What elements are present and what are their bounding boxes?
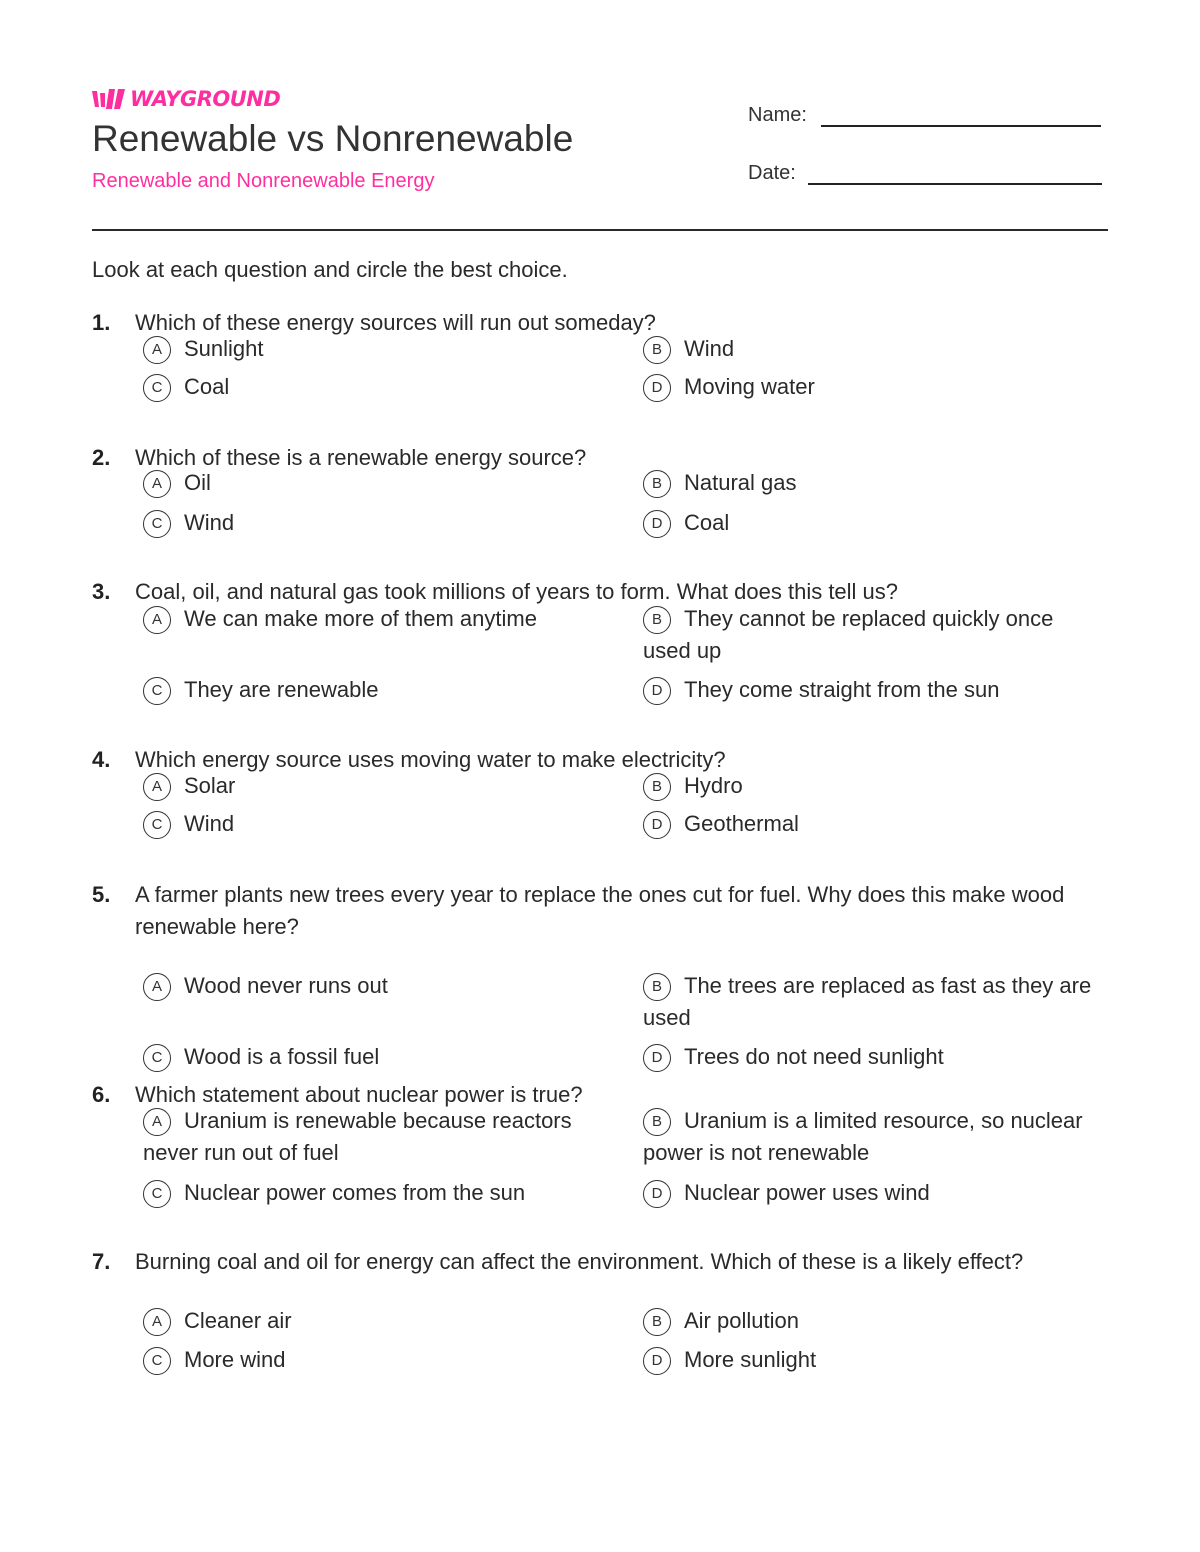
- date-field: [748, 162, 1102, 185]
- question-3: [92, 576, 1108, 702]
- question-number: 1.: [92, 310, 111, 335]
- date-line[interactable]: [808, 183, 1102, 185]
- option-d[interactable]: [643, 371, 1103, 403]
- option-letter-bubble[interactable]: C: [143, 1180, 171, 1208]
- option-letter-bubble[interactable]: D: [643, 374, 671, 402]
- question-number: 4.: [92, 747, 111, 772]
- question-text: A farmer plants new trees every year to replace the ones cut for fuel. Why does this make wood renewable here?: [135, 882, 1065, 939]
- question-text: Which energy source uses moving water to make electricity?: [135, 747, 726, 772]
- option-text: Uranium is a limited resource, so nuclear power is not renewable: [643, 1108, 1083, 1165]
- header-divider: [92, 229, 1108, 231]
- option-letter-bubble[interactable]: D: [643, 677, 671, 705]
- option-text: Geothermal: [684, 811, 799, 836]
- option-letter-bubble[interactable]: B: [643, 1108, 671, 1136]
- option-letter-bubble[interactable]: D: [643, 1347, 671, 1375]
- option-c[interactable]: [143, 507, 603, 539]
- option-letter-bubble[interactable]: D: [643, 1180, 671, 1208]
- option-text: Moving water: [684, 374, 815, 399]
- option-text: Hydro: [684, 773, 743, 798]
- question-text: Which of these is a renewable energy source?: [135, 445, 587, 470]
- option-text: Coal: [184, 374, 230, 399]
- worksheet-subtitle: Renewable and Nonrenewable Energy: [92, 170, 435, 192]
- option-text: They come straight from the sun: [684, 677, 1000, 702]
- brand-name: WAYGROUND: [130, 87, 281, 111]
- option-letter-bubble[interactable]: D: [643, 1044, 671, 1072]
- question-1: [92, 307, 1108, 399]
- question-4: [92, 744, 1108, 836]
- option-text: Wind: [684, 336, 735, 361]
- option-d[interactable]: [643, 674, 1103, 706]
- question-number: 6.: [92, 1082, 111, 1107]
- option-text: Wind: [184, 510, 235, 535]
- question-6: [92, 1079, 1108, 1205]
- option-text: Wood is a fossil fuel: [184, 1044, 380, 1069]
- instructions: Look at each question and circle the best choice.: [92, 257, 568, 282]
- option-c[interactable]: [143, 1344, 603, 1376]
- option-letter-bubble[interactable]: A: [143, 773, 171, 801]
- option-letter-bubble[interactable]: C: [143, 510, 171, 538]
- option-a[interactable]: [143, 970, 603, 1002]
- option-letter-bubble[interactable]: A: [143, 1108, 171, 1136]
- question-number: 3.: [92, 579, 111, 604]
- option-d[interactable]: [643, 808, 1103, 840]
- wayground-logo-icon: [92, 87, 126, 111]
- option-text: Nuclear power comes from the sun: [184, 1180, 526, 1205]
- option-c[interactable]: [143, 1041, 603, 1073]
- question-text: Burning coal and oil for energy can affect the environment. Which of these is a likely effect?: [135, 1249, 1024, 1274]
- option-c[interactable]: [143, 1177, 603, 1209]
- option-text: Oil: [184, 470, 211, 495]
- option-c[interactable]: [143, 371, 603, 403]
- option-letter-bubble[interactable]: C: [143, 1044, 171, 1072]
- question-5: [92, 879, 1108, 1069]
- question-number: 2.: [92, 445, 111, 470]
- brand-logo: [92, 86, 280, 112]
- option-a[interactable]: [143, 770, 603, 802]
- name-line[interactable]: [821, 125, 1101, 127]
- option-d[interactable]: [643, 507, 1103, 539]
- option-text: Sunlight: [184, 336, 264, 361]
- question-number: 5.: [92, 882, 111, 907]
- question-text: Which of these energy sources will run out someday?: [135, 310, 656, 335]
- option-letter-bubble[interactable]: A: [143, 470, 171, 498]
- question-header: [92, 879, 1108, 943]
- option-letter-bubble[interactable]: C: [143, 374, 171, 402]
- option-c[interactable]: [143, 808, 603, 840]
- option-text: Air pollution: [684, 1308, 799, 1333]
- option-text: Coal: [684, 510, 730, 535]
- option-text: Natural gas: [684, 470, 797, 495]
- option-letter-bubble[interactable]: B: [643, 470, 671, 498]
- option-b[interactable]: [643, 1305, 1103, 1337]
- option-letter-bubble[interactable]: A: [143, 336, 171, 364]
- option-text: Trees do not need sunlight: [684, 1044, 944, 1069]
- question-text: Coal, oil, and natural gas took millions of years to form. What does this tell us?: [135, 579, 899, 604]
- option-d[interactable]: [643, 1177, 1103, 1209]
- option-b[interactable]: [643, 333, 1103, 365]
- option-text: More wind: [184, 1347, 286, 1372]
- option-d[interactable]: [643, 1344, 1103, 1376]
- option-text: Nuclear power uses wind: [684, 1180, 930, 1205]
- option-letter-bubble[interactable]: B: [643, 973, 671, 1001]
- option-a[interactable]: [143, 1305, 603, 1337]
- option-letter-bubble[interactable]: B: [643, 336, 671, 364]
- name-field: [748, 104, 1101, 127]
- question-number: 7.: [92, 1249, 111, 1274]
- option-a[interactable]: [143, 467, 603, 499]
- date-label: Date:: [748, 162, 796, 184]
- option-letter-bubble[interactable]: A: [143, 1308, 171, 1336]
- option-text: More sunlight: [684, 1347, 817, 1372]
- option-text: Cleaner air: [184, 1308, 292, 1333]
- option-b[interactable]: [643, 970, 1103, 1034]
- option-text: Wind: [184, 811, 235, 836]
- option-text: We can make more of them anytime: [184, 606, 537, 631]
- question-text: Which statement about nuclear power is true?: [135, 1082, 583, 1107]
- option-text: They are renewable: [184, 677, 379, 702]
- option-letter-bubble[interactable]: B: [643, 1308, 671, 1336]
- question-header: [92, 1246, 1108, 1278]
- option-b[interactable]: [643, 1105, 1103, 1169]
- option-d[interactable]: [643, 1041, 1103, 1073]
- option-text: Uranium is renewable because reactors never run out of fuel: [143, 1108, 572, 1165]
- option-b[interactable]: [643, 467, 1103, 499]
- option-letter-bubble[interactable]: D: [643, 510, 671, 538]
- option-letter-bubble[interactable]: B: [643, 606, 671, 634]
- option-text: Solar: [184, 773, 236, 798]
- option-letter-bubble[interactable]: C: [143, 677, 171, 705]
- option-text: Wood never runs out: [184, 973, 388, 998]
- question-7: [92, 1246, 1108, 1372]
- question-2: [92, 442, 1108, 535]
- option-c[interactable]: [143, 674, 603, 706]
- worksheet-title: Renewable vs Nonrenewable: [92, 118, 574, 159]
- option-letter-bubble[interactable]: D: [643, 811, 671, 839]
- option-a[interactable]: [143, 603, 603, 635]
- option-text: The trees are replaced as fast as they are used: [643, 973, 1092, 1030]
- option-letter-bubble[interactable]: B: [643, 773, 671, 801]
- option-text: They cannot be replaced quickly once used up: [643, 606, 1054, 663]
- option-b[interactable]: [643, 603, 1103, 667]
- option-b[interactable]: [643, 770, 1103, 802]
- option-letter-bubble[interactable]: C: [143, 811, 171, 839]
- name-label: Name:: [748, 104, 807, 126]
- option-letter-bubble[interactable]: A: [143, 606, 171, 634]
- option-letter-bubble[interactable]: C: [143, 1347, 171, 1375]
- option-letter-bubble[interactable]: A: [143, 973, 171, 1001]
- option-a[interactable]: [143, 333, 603, 365]
- option-a[interactable]: [143, 1105, 603, 1169]
